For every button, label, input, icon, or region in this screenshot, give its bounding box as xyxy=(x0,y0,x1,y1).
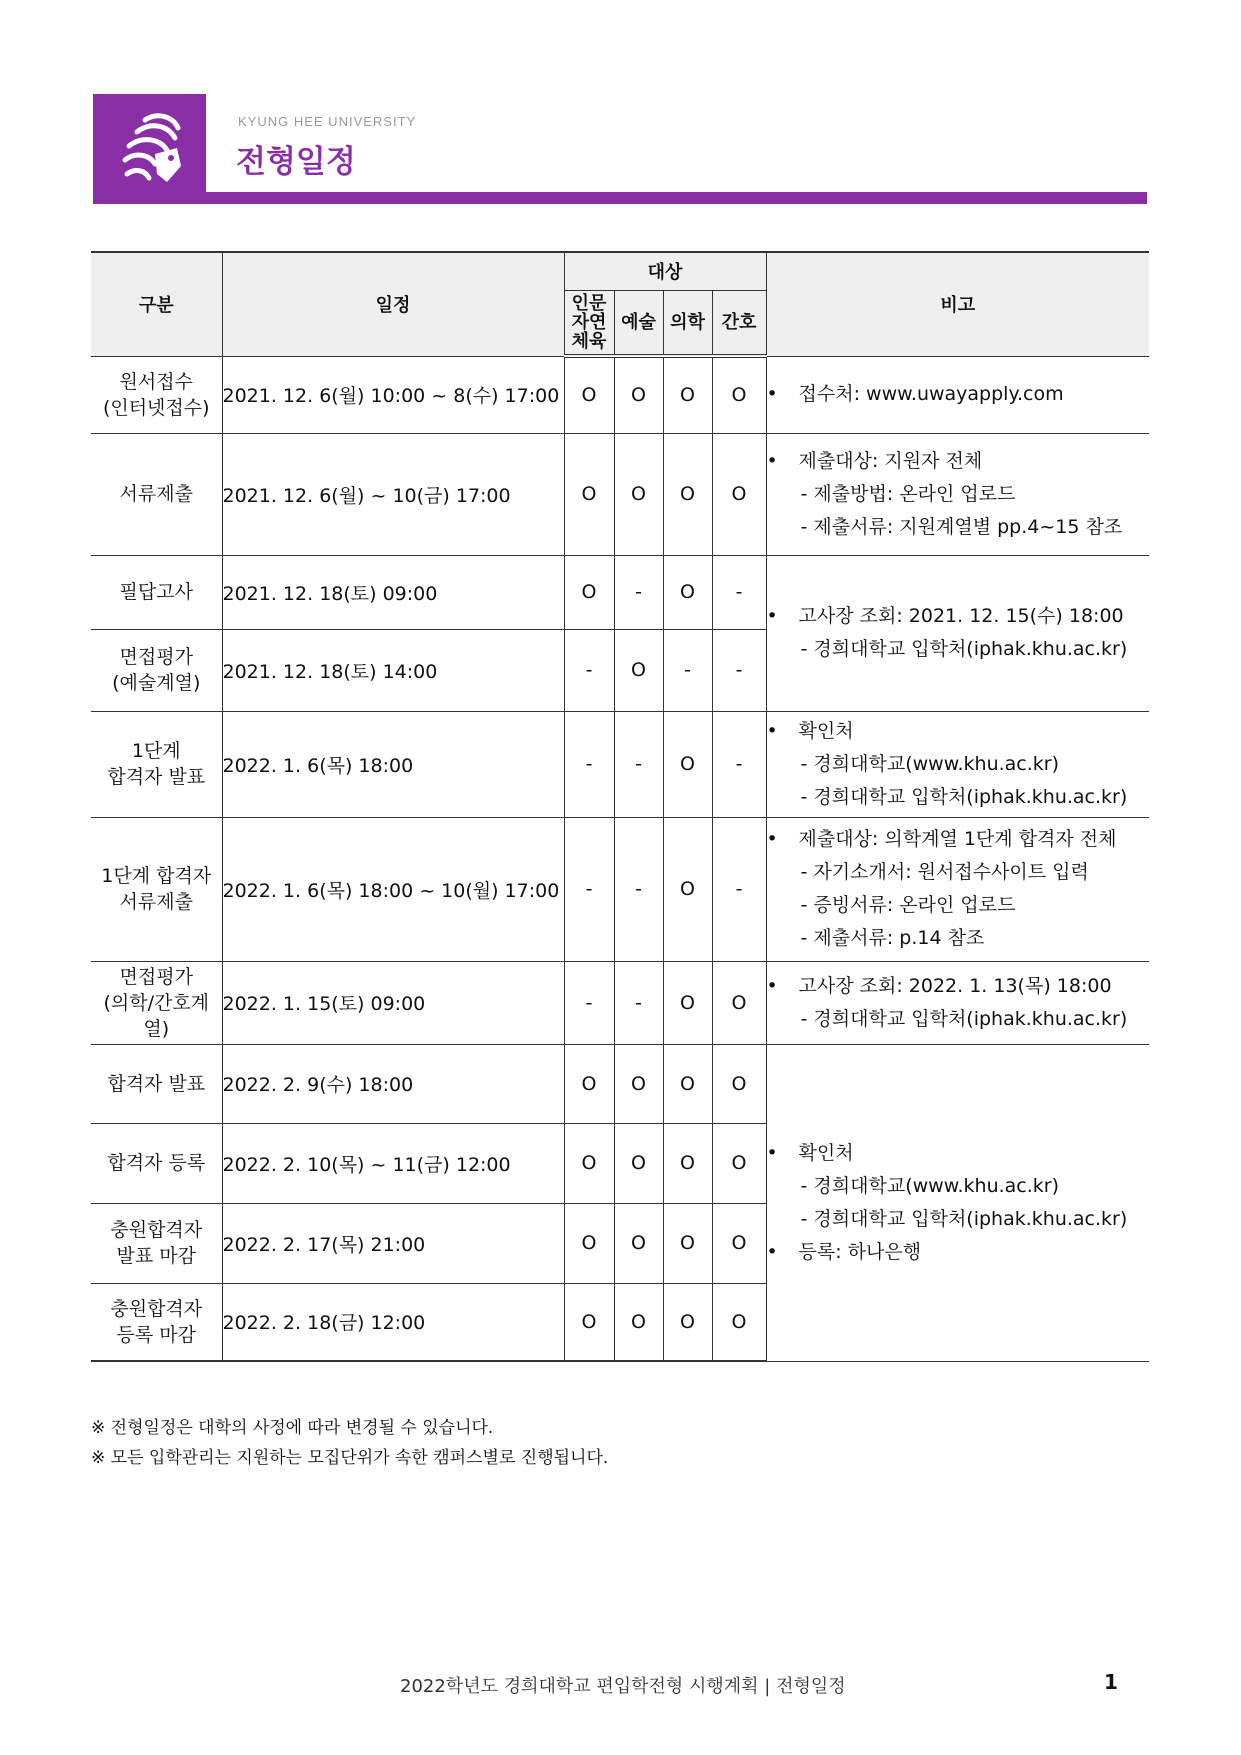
schedule-table xyxy=(91,251,1149,1362)
cell-notes xyxy=(766,1044,1149,1361)
cell-mark: O xyxy=(564,1203,614,1283)
note-sub: - 경희대학교 입학처(iphak.khu.ac.kr) xyxy=(800,638,1128,660)
cell-date: 2021. 12. 18(토) 14:00 xyxy=(222,629,564,711)
col-header-target: 대상 xyxy=(564,252,766,290)
cell-gubun xyxy=(91,711,222,817)
col-header-medicine: 의학 xyxy=(663,290,712,356)
footnote: ※ 전형일정은 대학의 사정에 따라 변경될 수 있습니다. xyxy=(91,1418,494,1438)
col-header-line: 자연 xyxy=(571,311,607,333)
footnote: ※ 모든 입학관리는 지원하는 모집단위가 속한 캠퍼스별로 진행됩니다. xyxy=(91,1448,609,1468)
logo xyxy=(93,94,206,204)
cell-notes xyxy=(766,356,1149,433)
cell-notes xyxy=(766,433,1149,555)
note-sub: - 제출서류: p.14 참조 xyxy=(800,927,985,949)
table-row xyxy=(91,711,1149,817)
cell-date: 2021. 12. 6(월) ~ 10(금) 17:00 xyxy=(222,433,564,555)
cell-gubun xyxy=(91,629,222,711)
gubun-line: 충원합격자 xyxy=(110,1219,203,1241)
page-header xyxy=(93,94,1147,204)
note-sub: - 경희대학교(www.khu.ac.kr) xyxy=(800,752,1060,775)
note-sub: - 경희대학교 입학처(iphak.khu.ac.kr) xyxy=(800,1207,1128,1230)
gubun-line: 합격자 등록 xyxy=(107,1152,206,1174)
table-row xyxy=(91,961,1149,1044)
gubun-line: (의학/간호계열) xyxy=(103,991,210,1040)
cell-notes xyxy=(766,555,1149,711)
note-bullet: • 접수처: www.uwayapply.com xyxy=(767,378,1150,411)
cell-mark: O xyxy=(564,433,614,555)
gubun-line: 1단계 xyxy=(131,740,181,762)
cell-mark: O xyxy=(663,961,712,1044)
cell-mark: O xyxy=(663,711,712,817)
cell-mark: O xyxy=(712,961,766,1044)
gubun-line: 발표 마감 xyxy=(116,1245,196,1267)
cell-notes xyxy=(766,961,1149,1044)
lion-head-icon xyxy=(115,108,185,188)
page-footer: 2022학년도 경희대학교 편입학전형 시행계획 | 전형일정 xyxy=(400,1676,846,1697)
cell-mark: O xyxy=(663,1044,712,1123)
note-sub: - 제출서류: 지원계열별 pp.4~15 참조 xyxy=(800,515,1123,538)
table-row xyxy=(91,1044,1149,1123)
cell-mark: O xyxy=(663,1123,712,1203)
header-divider xyxy=(93,192,1147,204)
cell-mark: - xyxy=(614,961,663,1044)
gubun-line: 충원합격자 xyxy=(110,1297,203,1320)
gubun-line: 1단계 합격자 xyxy=(101,865,212,887)
table-row xyxy=(91,555,1149,629)
cell-date: 2021. 12. 18(토) 09:00 xyxy=(222,555,564,629)
note-bullet: • 제출대상: 지원자 전체 xyxy=(767,445,1150,478)
cell-mark: O xyxy=(663,1283,712,1361)
cell-mark: O xyxy=(614,1123,663,1203)
gubun-line: 면접평가 xyxy=(119,646,193,668)
page-title: 전형일정 xyxy=(236,144,356,180)
university-name: KYUNG HEE UNIVERSITY xyxy=(238,114,417,129)
cell-mark: O xyxy=(663,1203,712,1283)
note-sub: - 경희대학교 입학처(iphak.khu.ac.kr) xyxy=(800,1007,1128,1030)
cell-mark: - xyxy=(712,817,766,961)
cell-date: 2022. 2. 18(금) 12:00 xyxy=(222,1283,564,1361)
cell-mark: O xyxy=(712,1203,766,1283)
cell-mark: - xyxy=(663,629,712,711)
cell-gubun xyxy=(91,356,222,433)
note-bullet: • 확인처 xyxy=(767,1137,1150,1170)
note-bullet: • 제출대상: 의학계열 1단계 합격자 전체 xyxy=(767,823,1150,856)
cell-mark: O xyxy=(564,1044,614,1123)
note-bullet: • 고사장 조회: 2022. 1. 13(목) 18:00 xyxy=(767,970,1150,1003)
col-header-arts: 예술 xyxy=(614,290,663,356)
cell-mark: O xyxy=(712,433,766,555)
note-sub: - 경희대학교(www.khu.ac.kr) xyxy=(800,1174,1060,1197)
cell-mark: - xyxy=(614,555,663,629)
gubun-line: (예술계열) xyxy=(112,672,201,694)
cell-mark: O xyxy=(614,1044,663,1123)
cell-mark: O xyxy=(614,433,663,555)
cell-mark: O xyxy=(663,356,712,433)
gubun-line: 서류제출 xyxy=(119,891,193,913)
cell-gubun xyxy=(91,555,222,629)
gubun-line: 면접평가 xyxy=(119,965,193,988)
cell-mark: - xyxy=(614,817,663,961)
cell-gubun xyxy=(91,1123,222,1203)
note-bullet: • 고사장 조회: 2021. 12. 15(수) 18:00 xyxy=(767,600,1150,633)
cell-mark: O xyxy=(712,1123,766,1203)
col-header-nursing: 간호 xyxy=(712,290,766,356)
table-row xyxy=(91,433,1149,555)
cell-mark: O xyxy=(614,356,663,433)
cell-mark: - xyxy=(564,961,614,1044)
cell-mark: O xyxy=(712,1044,766,1123)
cell-notes xyxy=(766,817,1149,961)
gubun-line: 서류제출 xyxy=(119,483,193,505)
cell-date: 2022. 2. 10(목) ~ 11(금) 12:00 xyxy=(222,1123,564,1203)
gubun-line: 등록 마감 xyxy=(116,1323,196,1346)
col-header-notes: 비고 xyxy=(766,252,1149,356)
cell-mark: O xyxy=(614,1283,663,1361)
col-header-humanities xyxy=(564,290,614,356)
cell-gubun xyxy=(91,1044,222,1123)
col-header-date: 일정 xyxy=(222,252,564,356)
cell-gubun xyxy=(91,1283,222,1361)
col-header-gubun: 구분 xyxy=(91,252,222,356)
cell-mark: O xyxy=(564,555,614,629)
gubun-line: 원서접수 xyxy=(119,370,193,393)
note-sub: - 경희대학교 입학처(iphak.khu.ac.kr) xyxy=(800,785,1128,808)
cell-gubun xyxy=(91,961,222,1044)
cell-mark: - xyxy=(564,711,614,817)
cell-mark: O xyxy=(712,1283,766,1361)
table-row xyxy=(91,356,1149,433)
cell-date: 2022. 2. 9(수) 18:00 xyxy=(222,1044,564,1123)
cell-mark: O xyxy=(663,817,712,961)
col-header-line: 체육 xyxy=(571,330,607,352)
cell-mark: - xyxy=(564,629,614,711)
cell-mark: O xyxy=(663,555,712,629)
table-row xyxy=(91,817,1149,961)
note-sub: - 자기소개서: 원서접수사이트 입력 xyxy=(800,861,1089,883)
gubun-line: (인터넷접수) xyxy=(102,396,210,419)
cell-mark: O xyxy=(614,1203,663,1283)
cell-gubun xyxy=(91,433,222,555)
cell-mark: O xyxy=(564,356,614,433)
cell-mark: - xyxy=(712,711,766,817)
page-number: 1 xyxy=(1104,1670,1118,1694)
gubun-line: 합격자 발표 xyxy=(107,766,206,788)
cell-mark: - xyxy=(712,555,766,629)
cell-notes xyxy=(766,711,1149,817)
cell-mark: - xyxy=(564,817,614,961)
cell-mark: O xyxy=(712,356,766,433)
note-sub: - 증빙서류: 온라인 업로드 xyxy=(800,894,1016,916)
cell-mark: O xyxy=(614,629,663,711)
col-header-line: 인문 xyxy=(571,292,607,314)
cell-date: 2022. 2. 17(목) 21:00 xyxy=(222,1203,564,1283)
note-sub: - 제출방법: 온라인 업로드 xyxy=(800,482,1016,505)
cell-date: 2022. 1. 15(토) 09:00 xyxy=(222,961,564,1044)
cell-mark: O xyxy=(564,1283,614,1361)
cell-date: 2021. 12. 6(월) 10:00 ~ 8(수) 17:00 xyxy=(222,356,564,433)
cell-mark: O xyxy=(564,1123,614,1203)
cell-date: 2022. 1. 6(목) 18:00 ~ 10(월) 17:00 xyxy=(222,817,564,961)
cell-date: 2022. 1. 6(목) 18:00 xyxy=(222,711,564,817)
note-bullet: • 등록: 하나은행 xyxy=(767,1236,1150,1269)
cell-mark: - xyxy=(614,711,663,817)
cell-mark: O xyxy=(663,433,712,555)
note-bullet: • 확인처 xyxy=(767,715,1150,748)
gubun-line: 필답고사 xyxy=(119,581,193,603)
footnotes xyxy=(91,1413,608,1473)
cell-gubun xyxy=(91,1203,222,1283)
gubun-line: 합격자 발표 xyxy=(107,1072,206,1095)
cell-mark: - xyxy=(712,629,766,711)
cell-gubun xyxy=(91,817,222,961)
